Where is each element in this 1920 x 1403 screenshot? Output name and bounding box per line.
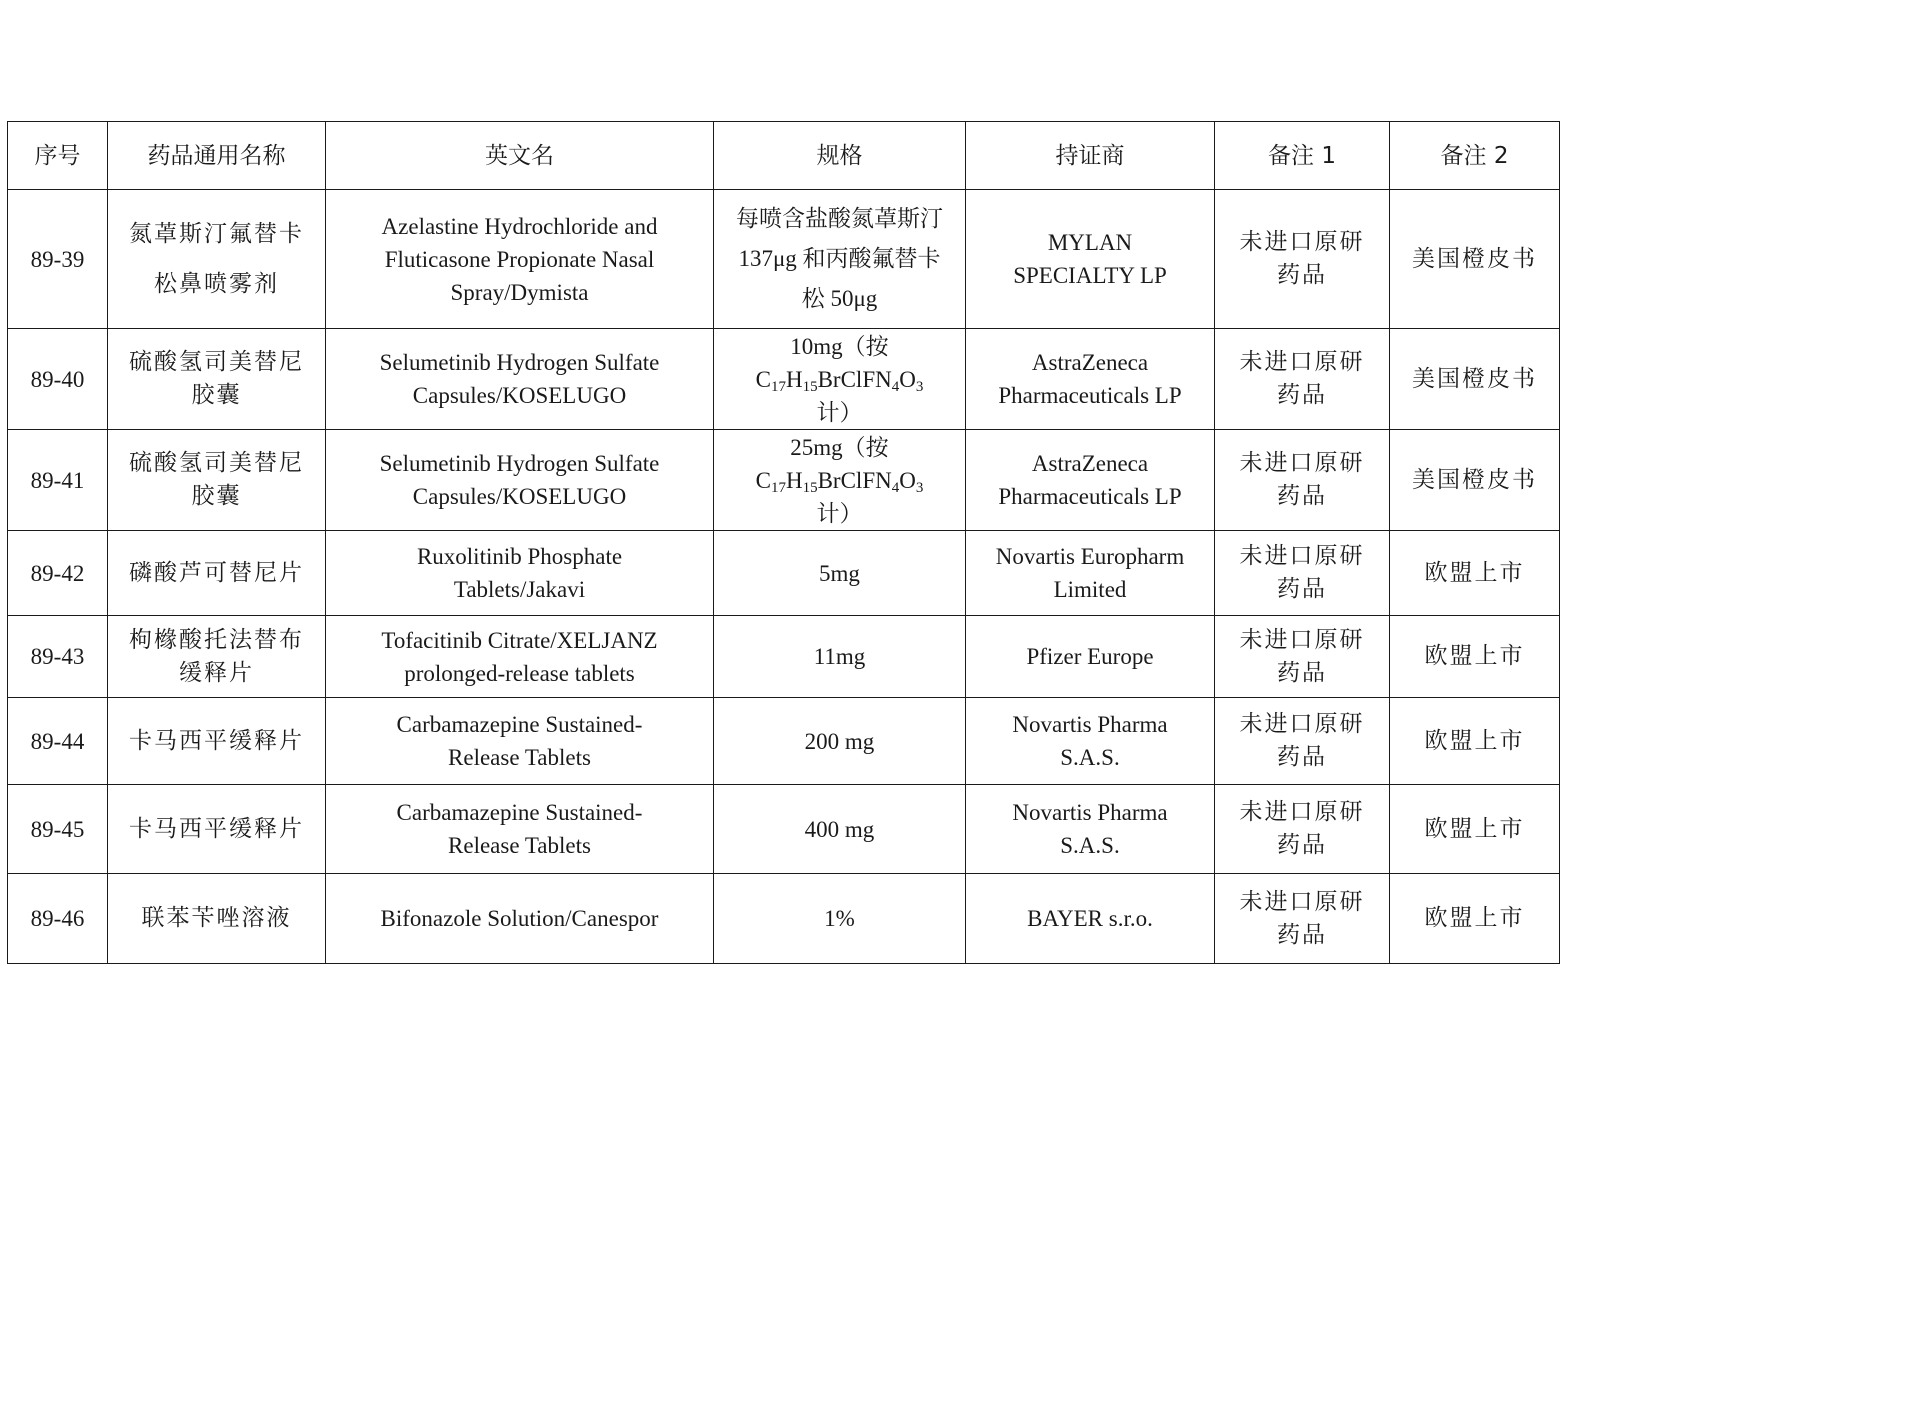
cell-cn-name: 磷酸芦可替尼片 [108, 531, 326, 616]
cell-holder: AstraZeneca Pharmaceuticals LP [966, 430, 1215, 531]
cell-holder: Pfizer Europe [966, 616, 1215, 698]
cell-note2: 欧盟上市 [1390, 874, 1560, 964]
table-row [8, 531, 1560, 616]
table-row [8, 616, 1560, 698]
cell-note1: 未进口原研药品 [1215, 329, 1390, 430]
cell-en-name: Azelastine Hydrochloride and Fluticasone Propionate Nasal Spray/Dymista [326, 190, 714, 329]
cell-holder: MYLAN SPECIALTY LP [966, 190, 1215, 329]
cell-holder: BAYER s.r.o. [966, 874, 1215, 964]
cell-en-name: Selumetinib Hydrogen Sulfate Capsules/KOSELUGO [326, 329, 714, 430]
spec-suffix: 计） [816, 500, 863, 526]
cell-cn-name: 卡马西平缓释片 [108, 698, 326, 785]
cell-note2: 美国橙皮书 [1390, 329, 1560, 430]
header-cell-holder: 持证商 [966, 122, 1215, 190]
cell-note1: 未进口原研药品 [1215, 874, 1390, 964]
cell-cn-name: 硫酸氢司美替尼胶囊 [108, 329, 326, 430]
cell-en-name: Ruxolitinib Phosphate Tablets/Jakavi [326, 531, 714, 616]
cell-no: 89-39 [8, 190, 108, 329]
cell-note2: 欧盟上市 [1390, 698, 1560, 785]
cell-spec [714, 329, 966, 430]
cell-note1: 未进口原研药品 [1215, 430, 1390, 531]
cell-note2: 欧盟上市 [1390, 531, 1560, 616]
cell-en-name: Selumetinib Hydrogen Sulfate Capsules/KOSELUGO [326, 430, 714, 531]
header-cell-cn-name: 药品通用名称 [108, 122, 326, 190]
cell-cn-name: 枸橼酸托法替布缓释片 [108, 616, 326, 698]
header-cell-no: 序号 [8, 122, 108, 190]
cell-spec: 1% [714, 874, 966, 964]
cell-note1: 未进口原研药品 [1215, 190, 1390, 329]
header-row [8, 122, 1560, 190]
cell-holder: Novartis Pharma S.A.S. [966, 698, 1215, 785]
spec-formula: $C_{17}H_{15}BrClFN_4O_3$ [755, 467, 924, 496]
cell-en-name: Tofacitinib Citrate/XELJANZ prolonged-release tablets [326, 616, 714, 698]
cell-spec: 200 mg [714, 698, 966, 785]
cell-no: 89-42 [8, 531, 108, 616]
cell-note1: 未进口原研药品 [1215, 698, 1390, 785]
cell-no: 89-46 [8, 874, 108, 964]
spec-prefix: 25mg（按 [790, 434, 889, 460]
table-row [8, 329, 1560, 430]
cell-spec: 每喷含盐酸氮䓬斯汀 137μg 和丙酸氟替卡松 50μg [714, 190, 966, 329]
cell-spec: 11mg [714, 616, 966, 698]
spec-suffix: 计） [816, 399, 863, 425]
header-cell-note1: 备注 1 [1215, 122, 1390, 190]
cell-en-name: Carbamazepine Sustained-Release Tablets [326, 785, 714, 874]
cell-en-name: Carbamazepine Sustained-Release Tablets [326, 698, 714, 785]
table-row [8, 874, 1560, 964]
cell-holder: AstraZeneca Pharmaceuticals LP [966, 329, 1215, 430]
cell-cn-name: 氮䓬斯汀氟替卡松鼻喷雾剂 [108, 190, 326, 329]
cell-spec [714, 430, 966, 531]
cell-no: 89-43 [8, 616, 108, 698]
cell-note1: 未进口原研药品 [1215, 785, 1390, 874]
cell-note1: 未进口原研药品 [1215, 531, 1390, 616]
header-cell-en-name: 英文名 [326, 122, 714, 190]
cell-no: 89-44 [8, 698, 108, 785]
cell-en-name: Bifonazole Solution/Canespor [326, 874, 714, 964]
cell-no: 89-41 [8, 430, 108, 531]
cell-note2: 美国橙皮书 [1390, 190, 1560, 329]
table-row [8, 430, 1560, 531]
cell-no: 89-40 [8, 329, 108, 430]
cell-spec: 400 mg [714, 785, 966, 874]
cell-note2: 美国橙皮书 [1390, 430, 1560, 531]
header-cell-spec: 规格 [714, 122, 966, 190]
table-row [8, 785, 1560, 874]
cell-note1: 未进口原研药品 [1215, 616, 1390, 698]
cell-holder: Novartis Pharma S.A.S. [966, 785, 1215, 874]
cell-spec: 5mg [714, 531, 966, 616]
spec-formula: $C_{17}H_{15}BrClFN_4O_3$ [755, 366, 924, 395]
cell-cn-name: 硫酸氢司美替尼胶囊 [108, 430, 326, 531]
cell-note2: 欧盟上市 [1390, 785, 1560, 874]
drug-table [7, 121, 1560, 964]
table-row [8, 698, 1560, 785]
cell-holder: Novartis Europharm Limited [966, 531, 1215, 616]
cell-cn-name: 卡马西平缓释片 [108, 785, 326, 874]
header-cell-note2: 备注 2 [1390, 122, 1560, 190]
cell-note2: 欧盟上市 [1390, 616, 1560, 698]
cell-no: 89-45 [8, 785, 108, 874]
cell-cn-name: 联苯苄唑溶液 [108, 874, 326, 964]
spec-prefix: 10mg（按 [790, 333, 889, 359]
table-row [8, 190, 1560, 329]
